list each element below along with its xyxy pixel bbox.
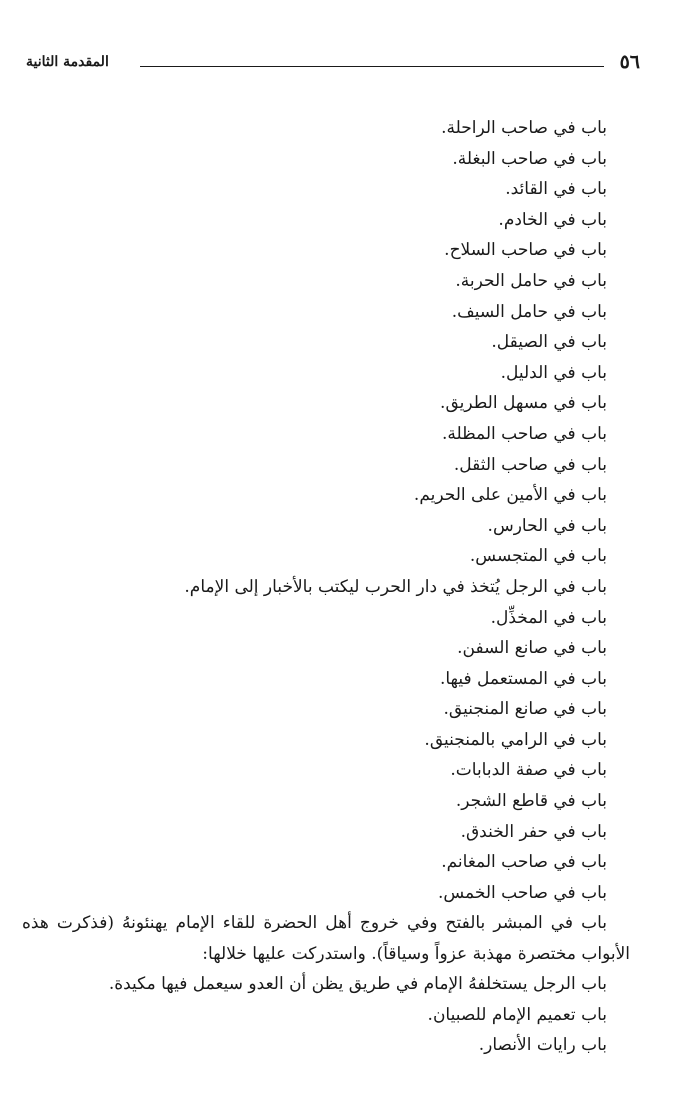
chapter-entry: باب في صاحب المظلة. [441,423,607,444]
note-paragraph: باب في المبشر بالفتح وفي خروج أهل الحضرة للقاء الإمام يهنئونهُ (فذكرت هذه الأبواب مختصرة مهذبة عزواً وسياقاً). واستدركت عليها خلالها: [22,913,630,964]
chapter-list [20,113,607,908]
chapter-entry: باب في صاحب المغانم. [441,852,607,873]
added-chapter-list [20,969,607,1061]
chapter-entry: باب تعميم الإمام للصبيان. [427,1004,607,1025]
chapter-entry: باب في صفة الدبابات. [450,760,607,781]
chapter-entry: باب في صاحب البغلة. [452,148,607,169]
chapter-entry: باب في الدليل. [500,362,607,383]
chapter-entry: باب في قاطع الشجر. [455,791,607,812]
chapter-entry: باب في صاحب الراحلة. [441,118,607,138]
chapter-entry: باب في الرجل يُتخذ في دار الحرب ليكتب بالأخبار إلى الإمام. [184,576,607,597]
chapter-entry: باب في حفر الخندق. [460,821,607,842]
chapter-entry: باب في صاحب الخمس. [437,882,607,903]
chapter-entry: باب في صانع المنجنيق. [443,699,607,720]
section-title: المقدمة الثانية [26,54,109,70]
chapter-entry: باب في الأمين على الحريم. [413,485,607,506]
chapter-entry: باب الرجل يستخلفهُ الإمام في طريق يظن أن العدو سيعمل فيها مكيدة. [108,974,607,994]
chapter-entry: باب في حامل السيف. [451,301,607,322]
chapter-entry: باب في صانع السفن. [457,638,607,659]
chapter-entry: باب في صاحب الثقل. [453,454,607,475]
chapter-entry: باب رايات الأنصار. [478,1035,607,1056]
chapter-entry: باب في الخادم. [498,209,607,230]
chapter-entry: باب في الصيقل. [491,332,607,353]
chapter-entry: باب في الحارس. [487,515,607,536]
chapter-entry: باب في صاحب السلاح. [444,240,607,261]
header-rule [140,66,604,67]
chapter-entry: باب في المتجسس. [469,546,607,567]
chapter-entry: باب في حامل الحربة. [455,270,607,291]
chapter-entry: باب في الرامي بالمنجنيق. [424,729,607,750]
chapter-entry: باب في المستعمل فيها. [439,668,607,689]
running-header [26,50,640,74]
chapter-entry: باب في مسهل الطريق. [440,393,607,414]
page-number: ٥٦ [619,51,640,73]
chapter-entry: باب في القائد. [505,179,607,200]
chapter-entry: باب في المخذِّل. [490,607,607,628]
